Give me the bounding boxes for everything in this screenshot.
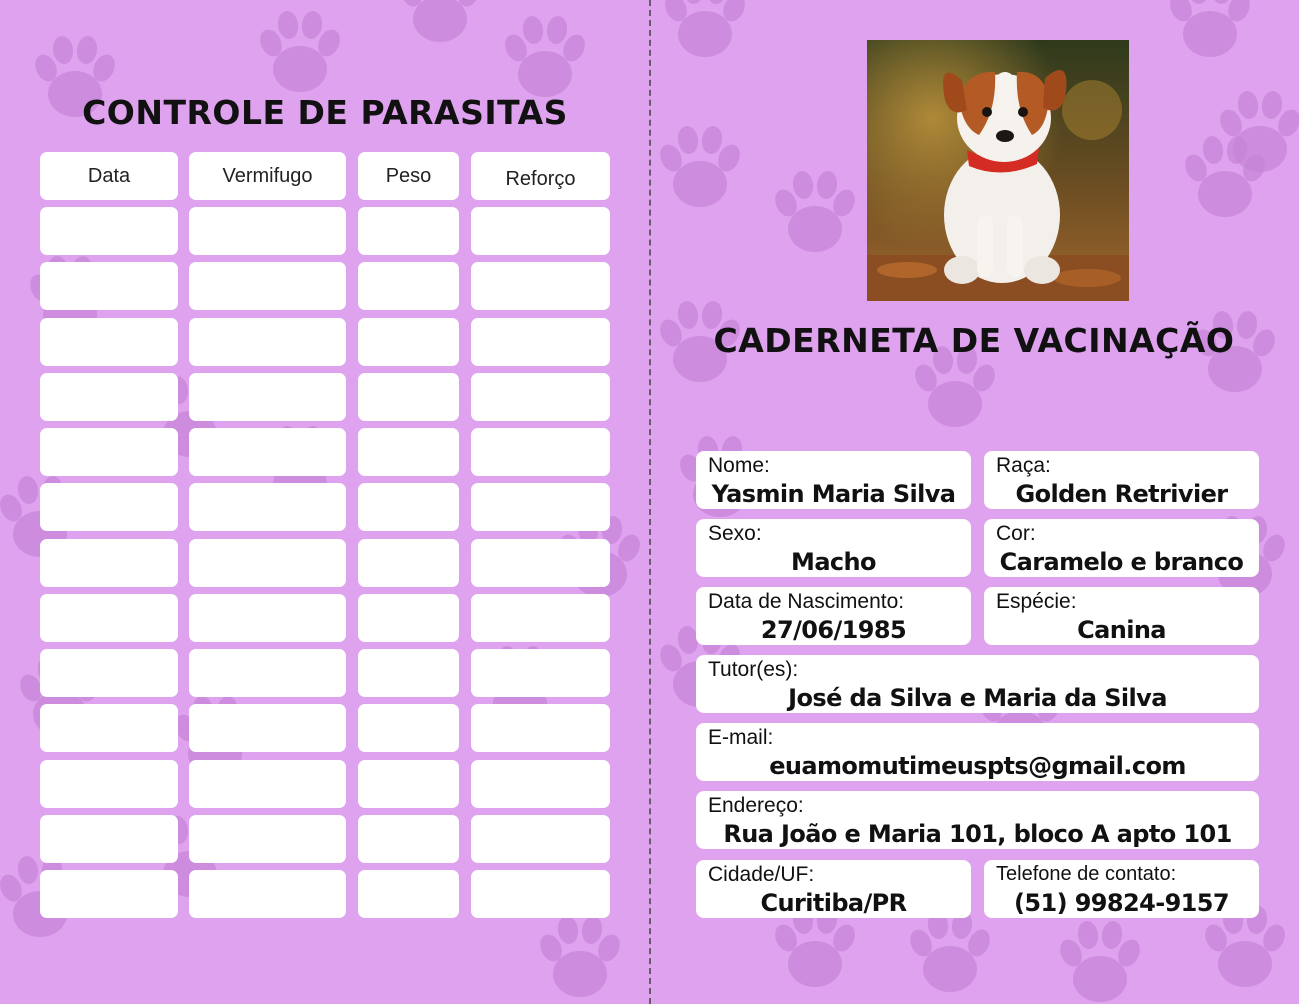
- label-nascimento: Data de Nascimento:: [708, 590, 905, 613]
- table-cell[interactable]: [471, 483, 610, 531]
- table-cell[interactable]: [358, 318, 459, 366]
- table-cell[interactable]: [358, 649, 459, 697]
- field-tutores: [696, 655, 1259, 713]
- value-nascimento: 27/06/1985: [760, 616, 907, 644]
- table-cell[interactable]: [471, 760, 610, 808]
- value-endereco: Rua João e Maria 101, bloco A apto 101: [723, 820, 1232, 848]
- value-especie: Canina: [1077, 616, 1166, 644]
- label-endereco: Endereço:: [708, 794, 804, 817]
- table-cell[interactable]: [189, 760, 346, 808]
- table-cell[interactable]: [471, 539, 610, 587]
- value-telefone: (51) 99824-9157: [1014, 889, 1229, 917]
- table-cell[interactable]: [40, 318, 178, 366]
- label-sexo: Sexo:: [708, 522, 762, 545]
- value-tutores: José da Silva e Maria da Silva: [788, 684, 1167, 712]
- table-cell[interactable]: [40, 649, 178, 697]
- table-cell[interactable]: [40, 428, 178, 476]
- puppy-photo: [867, 40, 1129, 301]
- header-data: Data: [40, 152, 178, 200]
- table-cell[interactable]: [358, 539, 459, 587]
- table-cell[interactable]: [471, 594, 610, 642]
- field-cor: [984, 519, 1259, 577]
- table-cell[interactable]: [189, 539, 346, 587]
- header-reforco: Reforço: [471, 152, 610, 200]
- table-cell[interactable]: [358, 373, 459, 421]
- table-cell[interactable]: [40, 207, 178, 255]
- label-nome: Nome:: [708, 454, 770, 477]
- table-cell[interactable]: [40, 815, 178, 863]
- table-cell[interactable]: [40, 594, 178, 642]
- table-cell[interactable]: [189, 373, 346, 421]
- table-cell[interactable]: [189, 594, 346, 642]
- field-cidade: [696, 860, 971, 918]
- field-endereco: [696, 791, 1259, 849]
- header-peso: Peso: [358, 152, 459, 200]
- table-cell[interactable]: [471, 207, 610, 255]
- table-cell[interactable]: [358, 815, 459, 863]
- table-cell[interactable]: [40, 539, 178, 587]
- field-nascimento: [696, 587, 971, 645]
- table-cell[interactable]: [189, 207, 346, 255]
- value-nome: Yasmin Maria Silva: [711, 480, 956, 508]
- value-sexo: Macho: [791, 548, 876, 576]
- table-cell[interactable]: [358, 870, 459, 918]
- header-vermifugo: Vermifugo: [189, 152, 346, 200]
- table-cell[interactable]: [471, 318, 610, 366]
- table-cell[interactable]: [189, 870, 346, 918]
- table-cell[interactable]: [471, 870, 610, 918]
- field-email: [696, 723, 1259, 781]
- table-cell[interactable]: [189, 262, 346, 310]
- value-email: euamomutimeuspts@gmail.com: [769, 752, 1186, 780]
- table-cell[interactable]: [358, 594, 459, 642]
- field-especie: [984, 587, 1259, 645]
- field-raca: [984, 451, 1259, 509]
- field-sexo: [696, 519, 971, 577]
- table-cell[interactable]: [471, 262, 610, 310]
- label-cor: Cor:: [996, 522, 1036, 545]
- label-cidade: Cidade/UF:: [708, 863, 815, 886]
- label-telefone: Telefone de contato:: [996, 863, 1177, 885]
- table-cell[interactable]: [40, 760, 178, 808]
- table-cell[interactable]: [189, 704, 346, 752]
- label-tutores: Tutor(es):: [708, 658, 799, 681]
- card-title: CADERNETA DE VACINAÇÃO: [713, 321, 1235, 360]
- table-cell[interactable]: [358, 704, 459, 752]
- table-cell[interactable]: [358, 760, 459, 808]
- parasites-title: CONTROLE DE PARASITAS: [82, 93, 568, 132]
- field-nome: [696, 451, 971, 509]
- table-cell[interactable]: [189, 649, 346, 697]
- value-cidade: Curitiba/PR: [760, 889, 907, 917]
- table-cell[interactable]: [40, 483, 178, 531]
- table-cell[interactable]: [471, 373, 610, 421]
- label-raca: Raça:: [996, 454, 1051, 477]
- table-cell[interactable]: [40, 870, 178, 918]
- table-cell[interactable]: [358, 483, 459, 531]
- table-cell[interactable]: [358, 428, 459, 476]
- field-telefone: [984, 860, 1259, 918]
- value-raca: Golden Retrivier: [1015, 480, 1228, 508]
- table-cell[interactable]: [189, 428, 346, 476]
- table-cell[interactable]: [358, 262, 459, 310]
- table-cell[interactable]: [189, 815, 346, 863]
- table-cell[interactable]: [358, 207, 459, 255]
- table-cell[interactable]: [189, 483, 346, 531]
- label-especie: Espécie:: [996, 590, 1077, 613]
- table-cell[interactable]: [471, 815, 610, 863]
- table-cell[interactable]: [40, 262, 178, 310]
- table-cell[interactable]: [471, 428, 610, 476]
- table-cell[interactable]: [40, 373, 178, 421]
- value-cor: Caramelo e branco: [999, 548, 1244, 576]
- fold-line: [649, 0, 651, 1004]
- table-cell[interactable]: [471, 704, 610, 752]
- table-cell[interactable]: [471, 649, 610, 697]
- label-email: E-mail:: [708, 726, 774, 749]
- table-cell[interactable]: [40, 704, 178, 752]
- table-cell[interactable]: [189, 318, 346, 366]
